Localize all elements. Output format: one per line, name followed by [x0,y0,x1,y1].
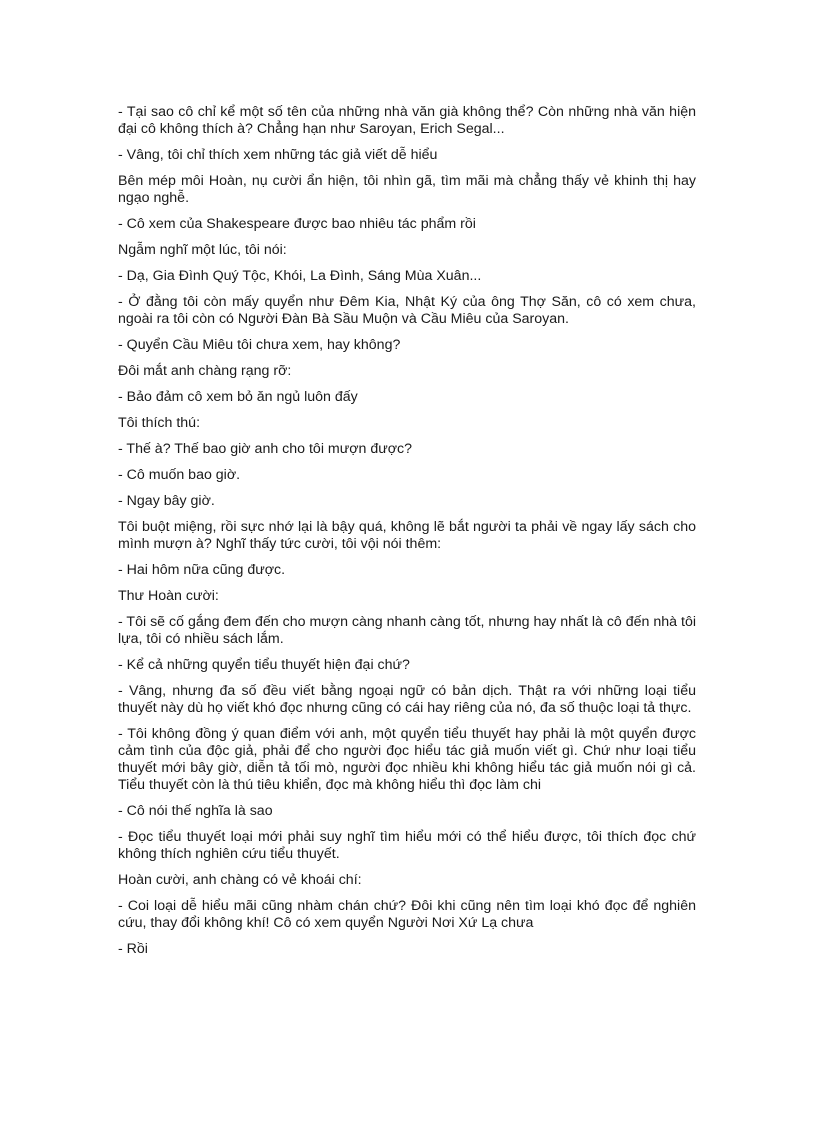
paragraph: - Quyển Cầu Miêu tôi chưa xem, hay không? [118,337,401,353]
paragraph: - Ngay bây giờ. [118,493,215,509]
paragraph: - Tôi không đồng ý quan điểm với anh, một quyển tiểu thuyết hay phải là một quyển được cảm tình của độc giả, phải để cho người đọc hiểu tác giả muốn viết gì. Chứ như loại tiểu thuyết mới bây giờ, diễn tả tối mò, người đọc nhiều khi không hiểu tác giả muốn nói gì cả. Tiểu thuyết còn là thú tiêu khiển, đọc mà không hiểu thì đọc làm chi [118,726,696,793]
paragraph: - Dạ, Gia Đình Quý Tộc, Khói, La Đình, Sáng Mùa Xuân... [118,268,482,284]
paragraph: - Đọc tiểu thuyết loại mới phải suy nghĩ tìm hiểu mới có thể hiểu được, tôi thích đọc chứ không thích nghiên cứu tiểu thuyết. [118,829,696,862]
paragraph: Hoàn cười, anh chàng có vẻ khoái chí: [118,872,362,888]
paragraph: - Vâng, tôi chỉ thích xem những tác giả viết dễ hiểu [118,147,438,163]
paragraph: Thư Hoàn cười: [118,588,219,604]
paragraph: - Bảo đảm cô xem bỏ ăn ngủ luôn đấy [118,389,358,405]
paragraph: - Tại sao cô chỉ kể một số tên của những nhà văn già không thể? Còn những nhà văn hiện đại cô không thích à? Chẳng hạn như Saroyan, Erich Segal... [118,104,696,137]
paragraph: - Cô xem của Shakespeare được bao nhiêu tác phẩm rồi [118,216,476,232]
paragraph: - Kể cả những quyển tiểu thuyết hiện đại chứ? [118,657,410,673]
paragraph: - Cô nói thế nghĩa là sao [118,803,273,819]
paragraph: - Vâng, nhưng đa số đều viết bằng ngoại ngữ có bản dịch. Thật ra với những loại tiểu thuyết này dù họ viết khó đọc nhưng cũng có cái hay riêng của nó, đa số thuộc loại tả thực. [118,683,696,716]
paragraph: Đôi mắt anh chàng rạng rỡ: [118,363,292,379]
paragraph: Bên mép môi Hoàn, nụ cười ẩn hiện, tôi nhìn gã, tìm mãi mà chẳng thấy vẻ khinh thị hay ngạo nghễ. [118,173,696,206]
paragraph: - Hai hôm nữa cũng được. [118,562,286,578]
paragraph: - Cô muốn bao giờ. [118,467,241,483]
paragraph: - Thế à? Thế bao giờ anh cho tôi mượn được? [118,441,413,457]
document-body [118,104,696,967]
paragraph: - Tôi sẽ cố gắng đem đến cho mượn càng nhanh càng tốt, nhưng hay nhất là cô đến nhà tôi lựa, tôi có nhiều sách lắm. [118,614,696,647]
paragraph: - Coi loại dễ hiểu mãi cũng nhàm chán chứ? Đôi khi cũng nên tìm loại khó đọc để nghiên cứu, thay đổi không khí! Cô có xem quyển Người Nơi Xứ Lạ chưa [118,898,696,931]
paragraph: Ngẫm nghĩ một lúc, tôi nói: [118,242,287,258]
paragraph: Tôi thích thú: [118,415,201,431]
paragraph: - Ở đằng tôi còn mấy quyển như Đêm Kia, Nhật Ký của ông Thợ Săn, cô có xem chưa, ngoài ra tôi còn có Người Đàn Bà Sầu Muộn và Cầu Miêu của Saroyan. [118,294,696,327]
paragraph: Tôi buột miệng, rồi sực nhớ lại là bậy quá, không lẽ bắt người ta phải về ngay lấy sách cho mình mượn à? Nghĩ thấy tức cười, tôi vội nói thêm: [118,519,696,552]
paragraph: - Rồi [118,941,148,957]
